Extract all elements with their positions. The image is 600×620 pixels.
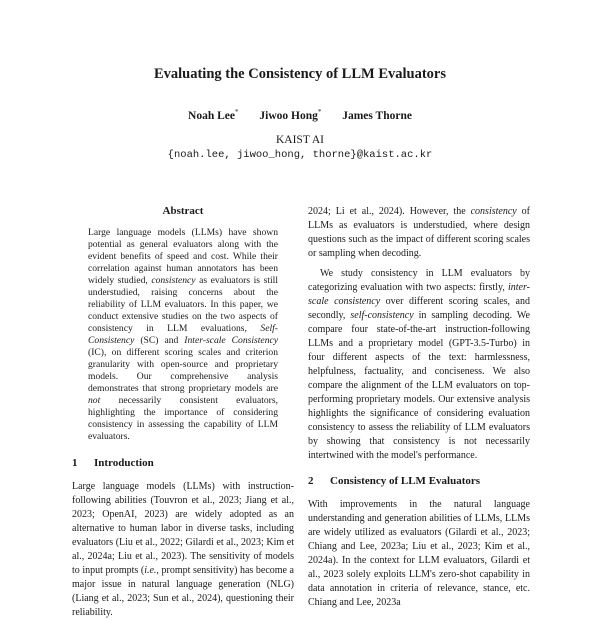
section-number: 2 [308, 475, 314, 487]
affiliation: KAIST AI [275, 134, 325, 146]
author-name: James Thorne [342, 109, 412, 122]
section-title: Introduction [94, 457, 154, 469]
equal-contribution-mark: * [235, 108, 239, 116]
abstract-text: Large language models (LLMs) have shown potential as general evaluators along with the evident benefits of speed and cost. While their correlation against human annotators has been widely studied, consistency as evaluators is still understudied, raising concerns about the reliability of LLM evaluators. In this paper, we conduct extensive studies on the two aspects of consistency in LLM evaluations, Self-Consistency (SC) and Inter-scale Consistency (IC), on different scoring scales and criterion granularity with open-source and proprietary models. Our comprehensive analysis demonstrates that strong proprietary models are not necessarily consistent evaluators, highlighting the importance of considering consistency in assessing the capability of LLM evaluators. [88, 227, 279, 442]
section2-paragraph: With improvements in the natural language understanding and generation abilities of LLMs, LLMs are widely utilized as evaluators (Gilardi et al., 2023; Chiang and Lee, 2023a; Liu et al., 2023; Kim et al., 2024a). In the context for LLM evaluators, Gilardi et al., 2023 solely exploits LLM's zero-shot capability in data annotation in criteria of relevance, stance, etc. Chiang and Lee, 2023a [308, 499, 530, 608]
author-emails[interactable]: {noah.lee, jiwoo_hong, thorne}@kaist.ac.kr [167, 149, 433, 161]
abstract-heading: Abstract [162, 205, 204, 217]
author-name: Jiwoo Hong [259, 109, 318, 122]
author-noah-lee [188, 108, 238, 122]
section-heading-introduction [72, 457, 294, 469]
equal-contribution-mark: * [317, 108, 322, 116]
author-list [0, 108, 600, 122]
intro-paragraph-continued: 2024; Li et al., 2024). However, the consistency of LLMs as evaluators is understudied, where design questions such as the impact of different scoring scales or sampling when decoding. [308, 206, 530, 259]
author-name: Noah Lee [188, 109, 235, 122]
right-column [308, 205, 530, 610]
paper-title: Evaluating the Consistency of LLM Evaluators [153, 66, 447, 82]
section-number: 1 [72, 457, 78, 469]
intro-paragraph-study: We study consistency in LLM evaluators by categorizing evaluation with two aspects: firstly, inter-scale consistency over different scoring scales, and secondly, self-consistency in sampling decoding. We compare four state-of-the-art instruction-following LLMs and a proprietary model (GPT-3.5-Turbo) in four different aspects of the text: harmlessness, helpfulness, factuality, and conciseness. We also compare the alignment of the LLM evaluators on top-performing proprietary models. Our extensive analysis highlights the significance of considering evaluation consistency to assess the reliability of LLM evaluators by showing that consistency is not necessarily intertwined with the model's performance. [308, 268, 530, 461]
introduction-paragraph: Large language models (LLMs) with instruction-following abilities (Touvron et al., 2023; Jiang et al., 2023; OpenAI, 2023) are widely adopted as an alternative to human labor in diverse tasks, including evaluators (Liu et al., 2022; Gilardi et al., 2023; Kim et al., 2024a; Liu et al., 2023). The sensitivity of models to input prompts (i.e., prompt sensitivity) has become a major issue in natural language generation (NLG) (Liang et al., 2023; Sun et al., 2024), questioning their reliability. [72, 481, 294, 618]
section-heading-consistency [308, 475, 530, 487]
author-james-thorne [342, 110, 412, 122]
section-title: Consistency of LLM Evaluators [330, 475, 481, 487]
left-column [72, 205, 294, 620]
author-jiwoo-hong [259, 108, 321, 122]
